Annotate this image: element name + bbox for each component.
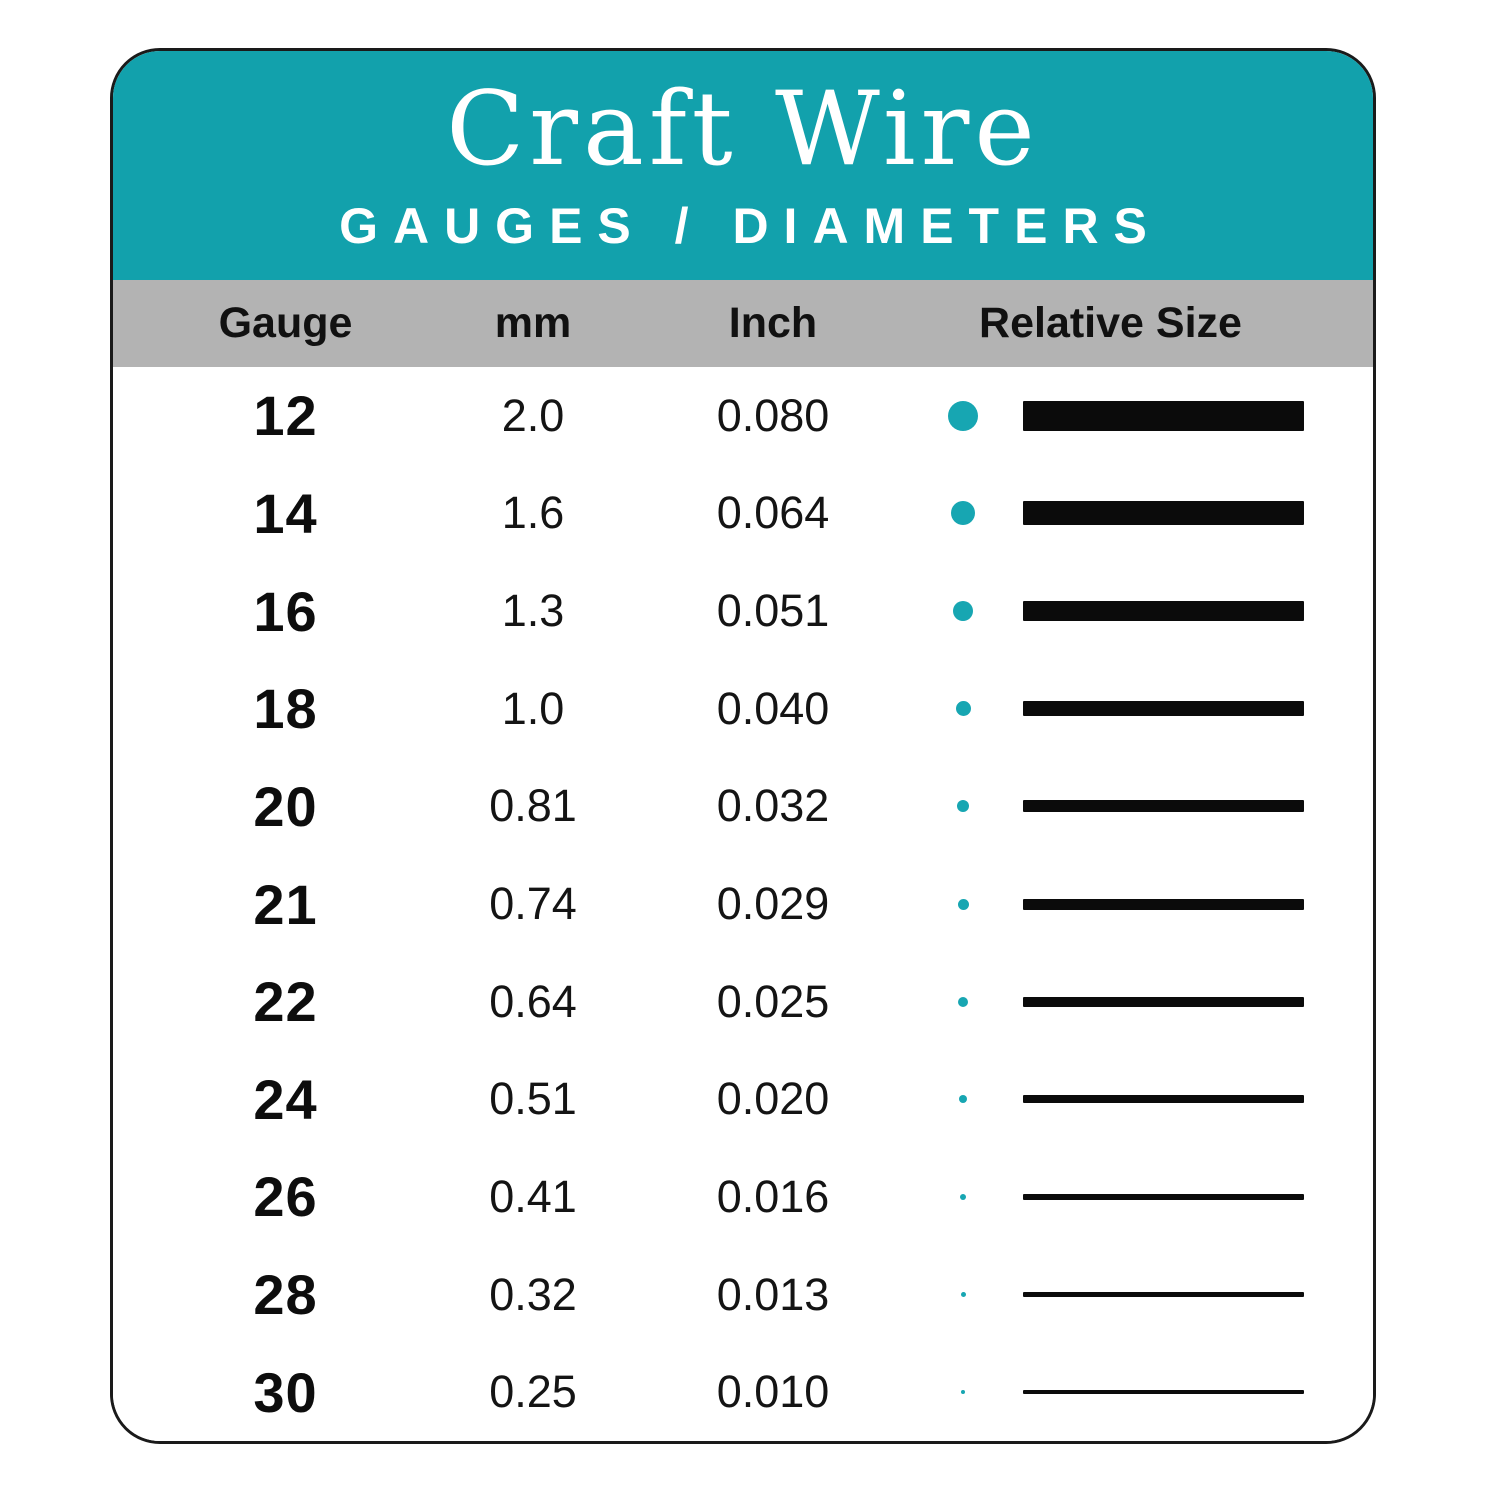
gauge-value: 16 <box>253 579 318 643</box>
mm-value: 1.3 <box>501 585 565 637</box>
gauge-value: 30 <box>253 1360 318 1424</box>
column-header-row <box>113 280 1373 367</box>
relative-size-cell <box>938 977 1373 1027</box>
wire-diameter-dot-icon <box>959 1095 967 1103</box>
inch-value: 0.025 <box>716 975 830 1027</box>
mm-value: 0.41 <box>489 1170 577 1222</box>
gauge-value: 14 <box>253 481 318 545</box>
wire-dot-container <box>938 684 988 734</box>
inch-value: 0.080 <box>716 389 830 441</box>
relative-size-cell <box>938 781 1373 831</box>
mm-value: 0.64 <box>489 975 577 1027</box>
wire-thickness-bar <box>1023 501 1304 525</box>
table-row <box>113 367 1373 465</box>
table-row <box>113 1343 1373 1441</box>
wire-dot-container <box>938 586 988 636</box>
gauge-value: 21 <box>253 872 318 936</box>
mm-value: 0.32 <box>489 1268 577 1320</box>
inch-value: 0.016 <box>716 1170 830 1222</box>
relative-size-cell <box>938 1074 1373 1124</box>
wire-diameter-dot-icon <box>958 899 969 910</box>
inch-value: 0.020 <box>716 1073 830 1125</box>
wire-thickness-bar <box>1023 997 1304 1007</box>
page-title: Craft Wire <box>446 69 1040 189</box>
table-row <box>113 1246 1373 1344</box>
wire-thickness-bar <box>1023 701 1304 716</box>
inch-value: 0.051 <box>716 585 830 637</box>
gauge-value: 20 <box>253 774 318 838</box>
relative-size-cell <box>938 879 1373 929</box>
column-header-relative-size: Relative Size <box>979 299 1242 347</box>
table-row <box>113 660 1373 758</box>
wire-dot-container <box>938 488 988 538</box>
table-row <box>113 465 1373 563</box>
wire-diameter-dot-icon <box>958 997 968 1007</box>
wire-thickness-bar <box>1023 1292 1304 1297</box>
relative-size-cell <box>938 1172 1373 1222</box>
gauge-value: 28 <box>253 1263 318 1327</box>
relative-size-cell <box>938 391 1373 441</box>
wire-dot-container <box>938 977 988 1027</box>
wire-diameter-dot-icon <box>961 1390 965 1394</box>
wire-dot-container <box>938 1172 988 1222</box>
inch-value: 0.029 <box>716 878 830 930</box>
wire-thickness-bar <box>1023 899 1304 910</box>
wire-diameter-dot-icon <box>960 1194 966 1200</box>
card-header <box>113 51 1373 280</box>
wire-thickness-bar <box>1023 1390 1304 1394</box>
wire-thickness-bar <box>1023 1095 1304 1103</box>
mm-value: 0.74 <box>489 878 577 930</box>
column-header-mm: mm <box>494 299 572 347</box>
relative-size-cell <box>938 1270 1373 1320</box>
gauge-value: 12 <box>253 384 318 448</box>
column-header-gauge: Gauge <box>218 299 353 347</box>
wire-diameter-dot-icon <box>948 401 978 431</box>
craft-wire-card <box>110 48 1376 1444</box>
table-row <box>113 758 1373 856</box>
mm-value: 2.0 <box>501 389 565 441</box>
wire-diameter-dot-icon <box>957 800 969 812</box>
wire-thickness-bar <box>1023 401 1304 431</box>
inch-value: 0.064 <box>716 487 830 539</box>
wire-thickness-bar <box>1023 601 1304 621</box>
mm-value: 1.6 <box>501 487 565 539</box>
gauge-value: 26 <box>253 1165 318 1229</box>
wire-diameter-dot-icon <box>956 701 971 716</box>
inch-value: 0.013 <box>716 1268 830 1320</box>
wire-diameter-dot-icon <box>953 601 973 621</box>
gauge-value: 18 <box>253 677 318 741</box>
relative-size-cell <box>938 684 1373 734</box>
table-row <box>113 1148 1373 1246</box>
inch-value: 0.032 <box>716 780 830 832</box>
wire-thickness-bar <box>1023 800 1304 812</box>
wire-diameter-dot-icon <box>951 501 975 525</box>
column-header-inch: Inch <box>728 299 818 347</box>
gauge-value: 24 <box>253 1067 318 1131</box>
mm-value: 1.0 <box>501 682 565 734</box>
gauge-value: 22 <box>253 970 318 1034</box>
table-body <box>113 367 1373 1441</box>
table-row <box>113 562 1373 660</box>
mm-value: 0.81 <box>489 780 577 832</box>
wire-dot-container <box>938 879 988 929</box>
mm-value: 0.51 <box>489 1073 577 1125</box>
wire-diameter-dot-icon <box>961 1292 966 1297</box>
table-row <box>113 855 1373 953</box>
relative-size-cell <box>938 1367 1373 1417</box>
table-row <box>113 1050 1373 1148</box>
page-subtitle: GAUGES / DIAMETERS <box>339 197 1162 254</box>
relative-size-cell <box>938 586 1373 636</box>
wire-dot-container <box>938 1270 988 1320</box>
inch-value: 0.040 <box>716 682 830 734</box>
inch-value: 0.010 <box>716 1366 830 1418</box>
wire-dot-container <box>938 391 988 441</box>
mm-value: 0.25 <box>489 1366 577 1418</box>
relative-size-cell <box>938 488 1373 538</box>
wire-dot-container <box>938 1367 988 1417</box>
table-row <box>113 953 1373 1051</box>
wire-dot-container <box>938 781 988 831</box>
wire-dot-container <box>938 1074 988 1124</box>
wire-thickness-bar <box>1023 1194 1304 1200</box>
